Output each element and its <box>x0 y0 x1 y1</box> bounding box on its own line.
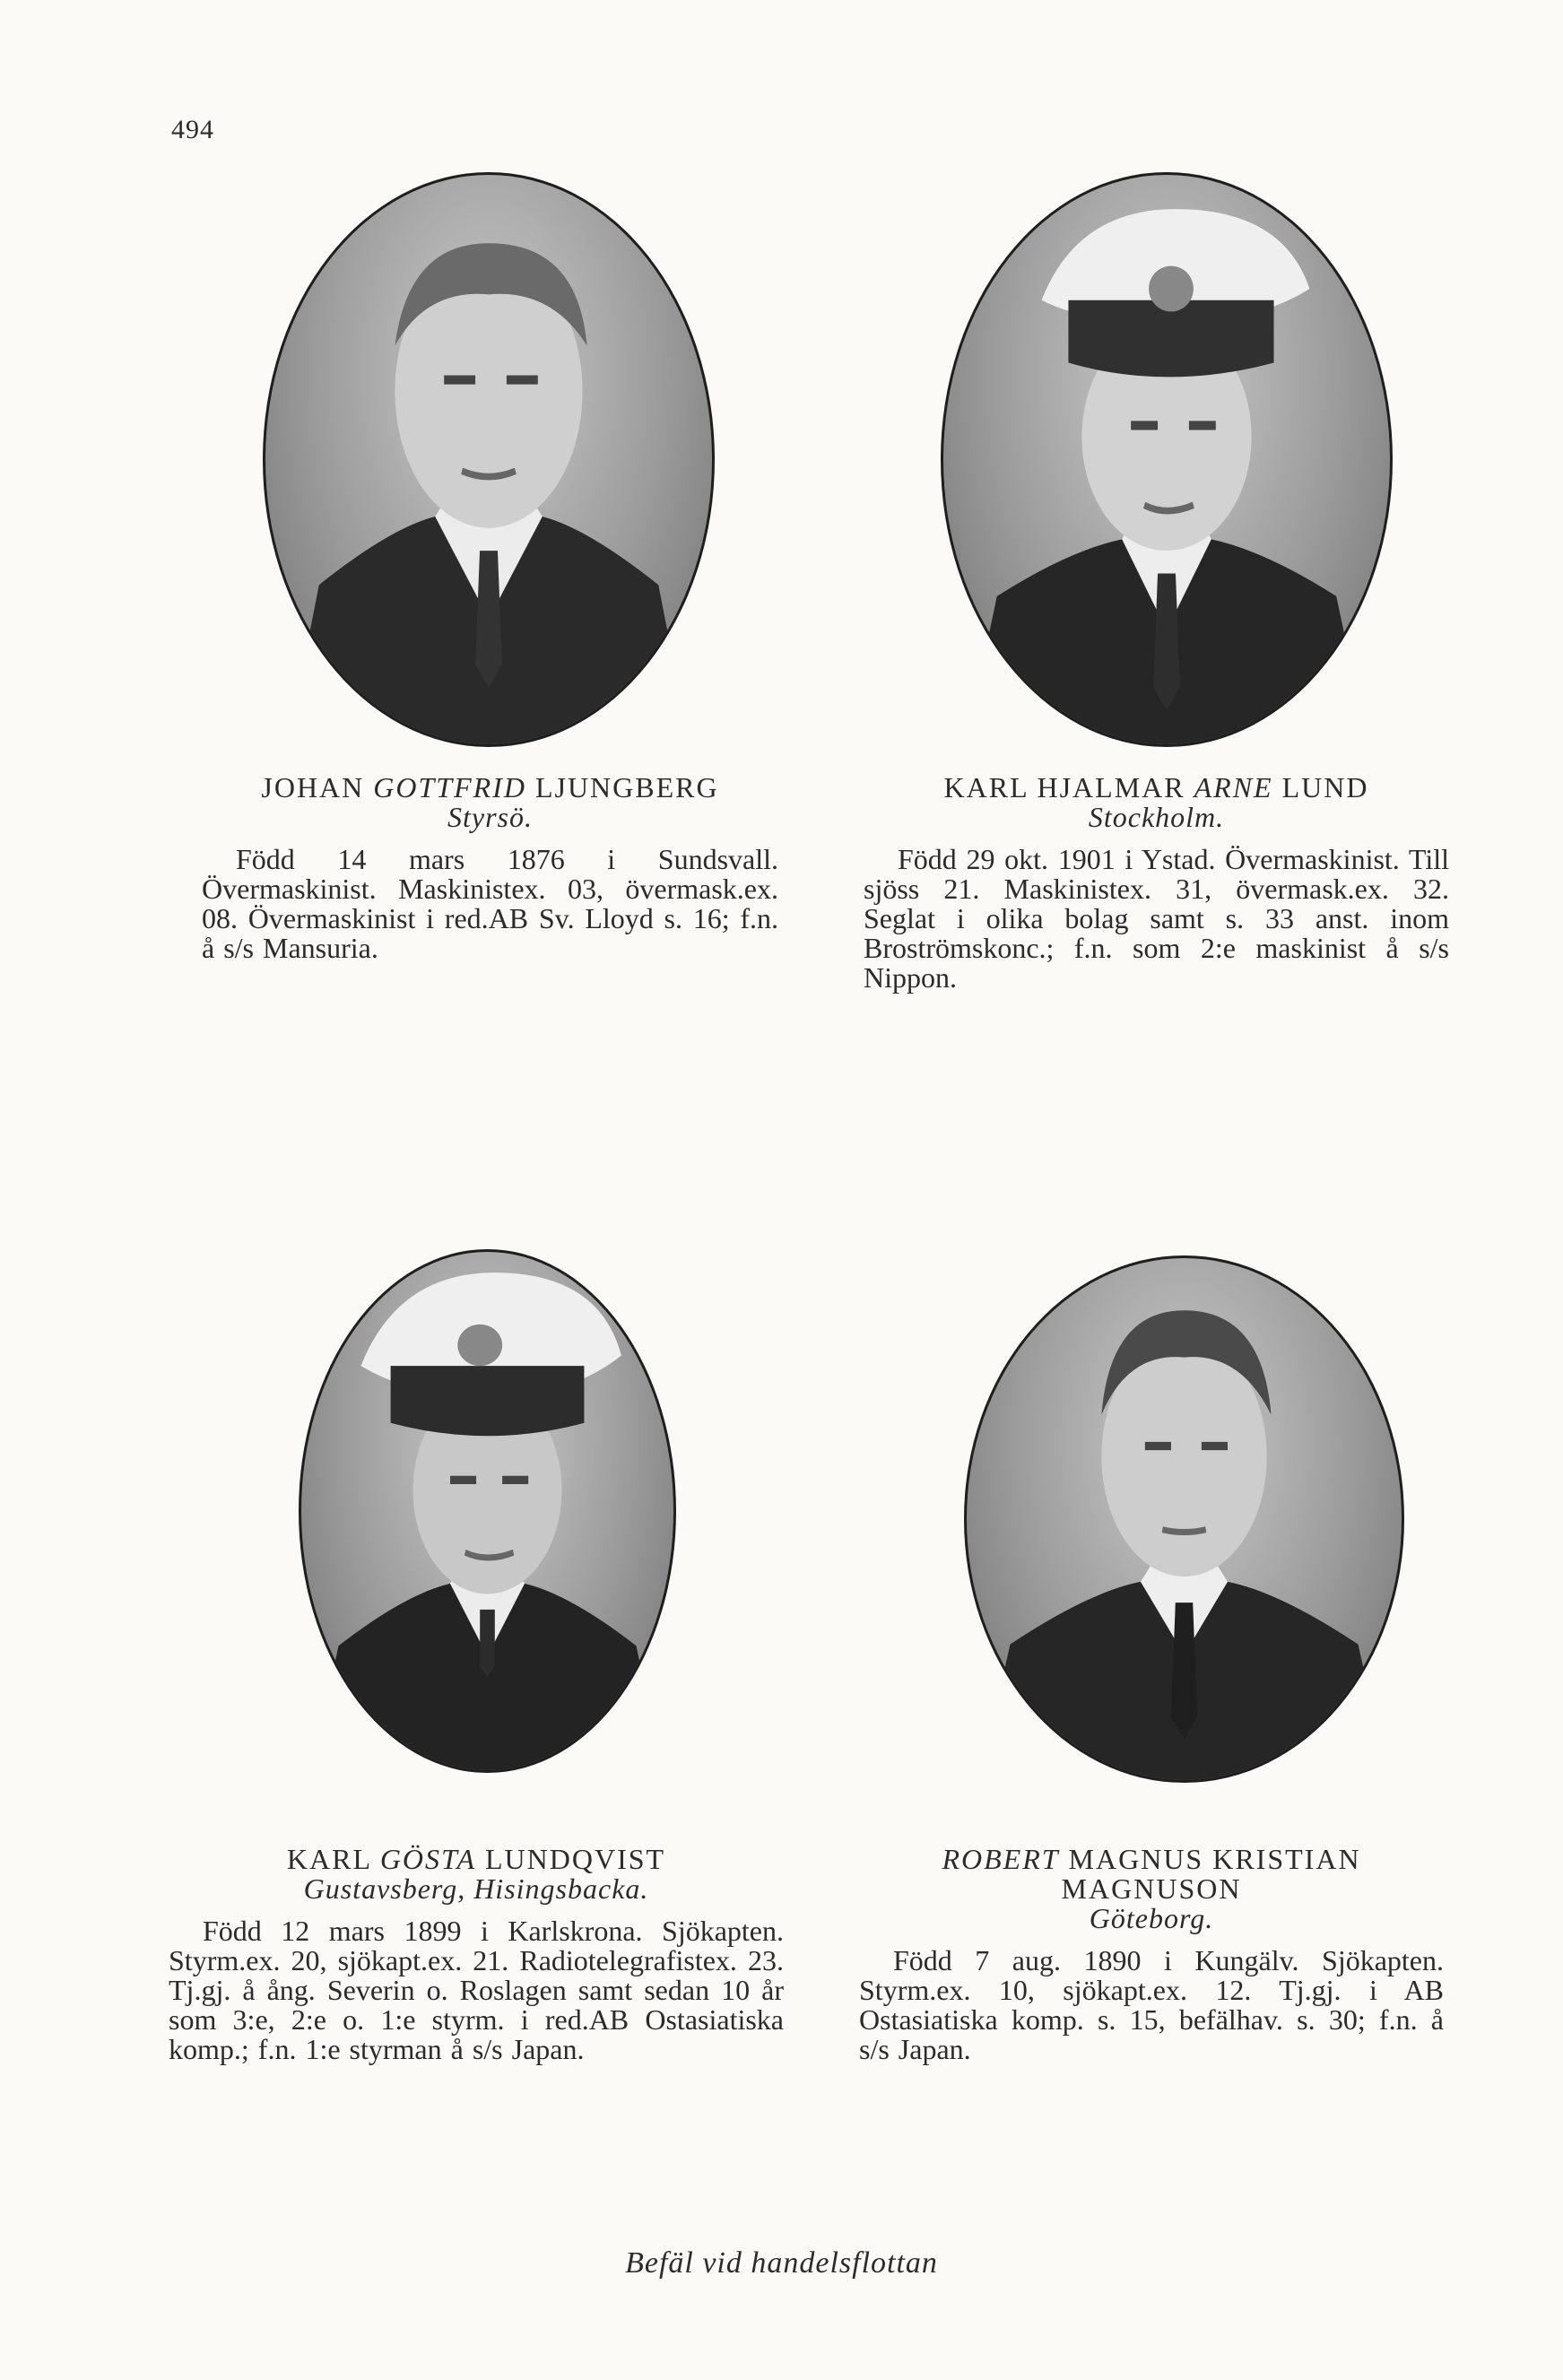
biography-text: Född 7 aug. 1890 i Kungälv. Sjökapten. Styrm.ex. 10, sjökapt.ex. 12. Tj.gj. i AB Ostasiatiska komp. s. 15, befälhav. s. 30; f.n. å s/s Japan. <box>859 1944 1444 2065</box>
residence: Göteborg. <box>1089 1902 1214 1934</box>
bio-entry <box>864 773 1449 993</box>
portrait-photo <box>299 1249 676 1773</box>
portrait-photo <box>263 172 715 747</box>
bio-entry <box>859 1845 1444 2064</box>
bio-entry <box>202 773 778 963</box>
biography-text: Född 29 okt. 1901 i Ystad. Övermaskinist. Till sjöss 21. Maskinistex. 31, övermask.ex. 32. Seglat i olika bolag samt s. 33 anst. inom Broströmskonc.; f.n. som 2:e maskinist å s/s Nippon. <box>864 843 1449 994</box>
biography-text: Född 12 mars 1899 i Karlskrona. Sjökapten. Styrm.ex. 20, sjökapt.ex. 21. Radiotelegrafistex. 23. Tj.gj. å ång. Severin o. Roslagen samt sedan 10 år som 3:e, 2:e o. 1:e styrm. i red.AB Ostasiatiska komp.; f.n. 1:e styrman å s/s Japan. <box>169 1915 784 2065</box>
biography-text: Född 14 mars 1876 i Sundsvall. Övermaskinist. Maskinistex. 03, övermask.ex. 08. Övermaskinist i red.AB Sv. Lloyd s. 16; f.n. å s/s Mansuria. <box>202 843 778 964</box>
person-name: ROBERT MAGNUS KRISTIAN MAGNUSON <box>942 1843 1361 1905</box>
person-name: JOHAN GOTTFRID LJUNGBERG <box>261 771 719 803</box>
bio-entry <box>169 1845 784 2064</box>
residence: Styrsö. <box>447 801 533 833</box>
running-footer: Befäl vid handelsflottan <box>625 2246 938 2280</box>
page-number: 494 <box>171 115 214 144</box>
residence: Stockholm. <box>1088 801 1225 833</box>
portrait-photo <box>964 1255 1404 1783</box>
person-name: KARL GÖSTA LUNDQVIST <box>286 1843 666 1875</box>
residence: Gustavsberg, Hisingsbacka. <box>303 1872 649 1905</box>
portrait-photo <box>941 172 1393 747</box>
person-name: KARL HJALMAR ARNE LUND <box>943 771 1369 803</box>
